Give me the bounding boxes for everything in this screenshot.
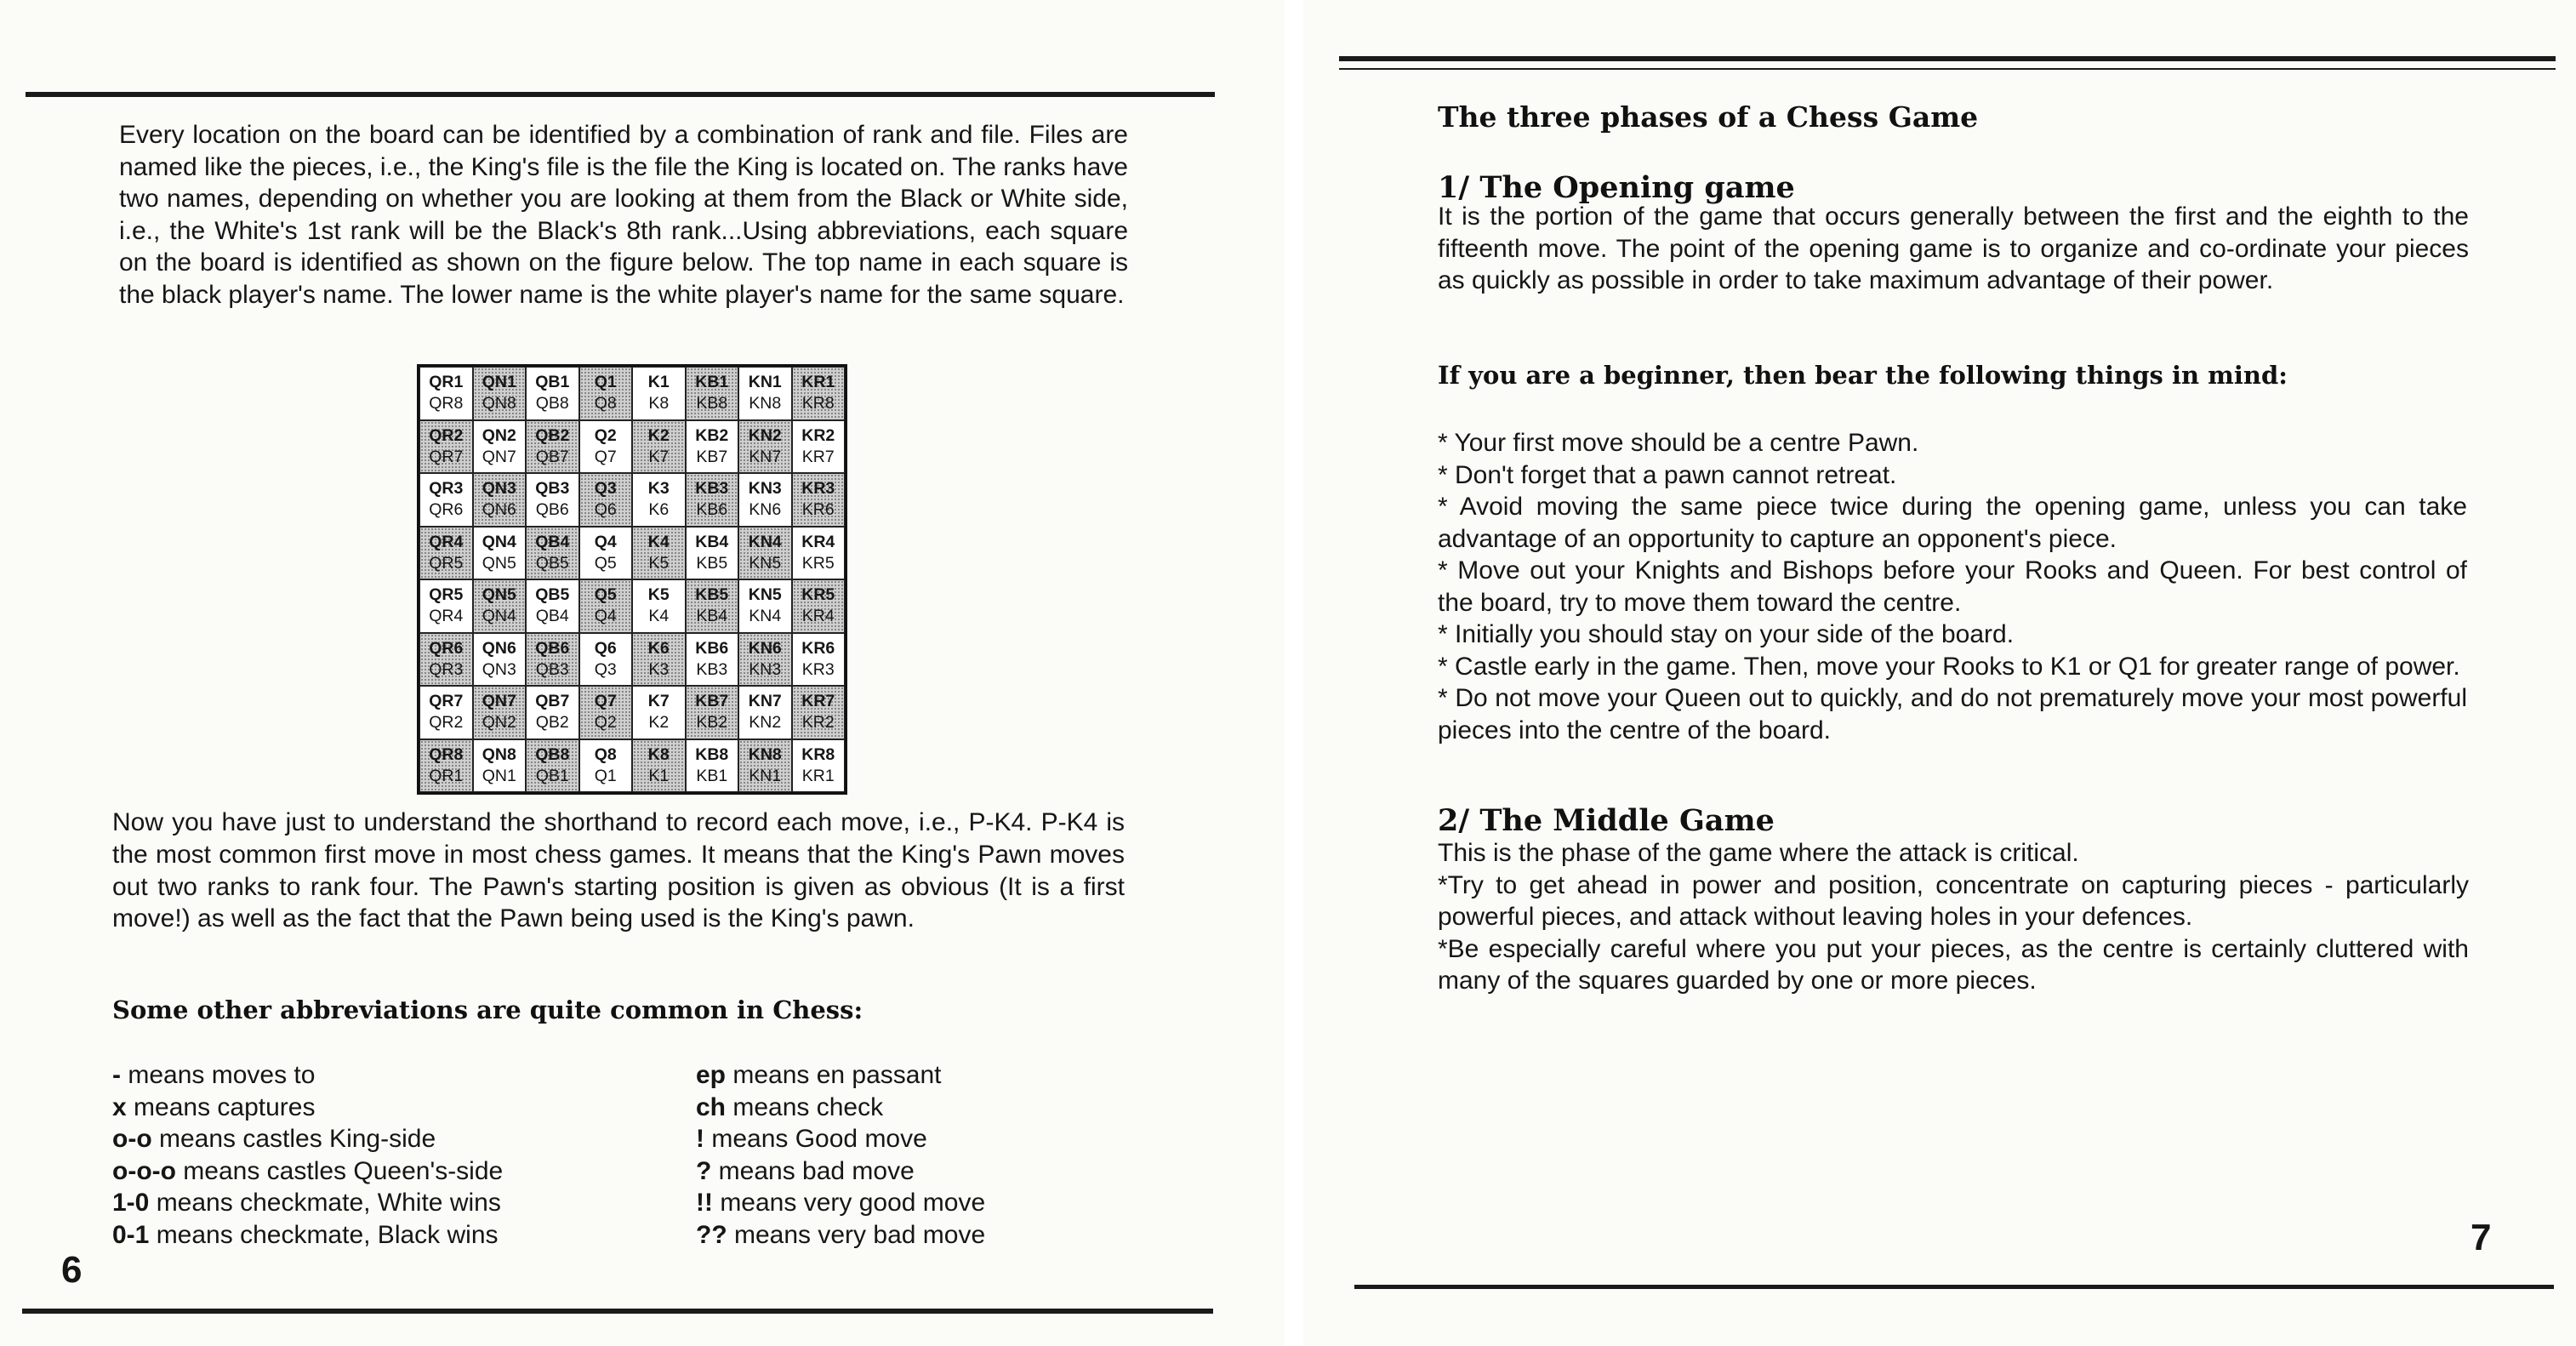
abbreviation-meaning: means captures bbox=[126, 1092, 316, 1121]
chapter-title: The three phases of a Chess Game bbox=[1438, 100, 1979, 134]
board-square bbox=[419, 739, 473, 793]
abbreviation-symbol: 1-0 bbox=[112, 1189, 150, 1217]
white-square-name: KB6 bbox=[696, 500, 728, 520]
white-square-name: KB5 bbox=[696, 553, 728, 573]
black-square-name: K2 bbox=[647, 425, 670, 445]
white-square-name: KN7 bbox=[749, 447, 782, 466]
black-square-name: K3 bbox=[647, 479, 670, 499]
abbreviation-meaning: means very bad move bbox=[727, 1220, 986, 1249]
black-square-name: Q3 bbox=[594, 479, 617, 499]
board-square bbox=[632, 739, 686, 793]
board-square bbox=[632, 633, 686, 687]
abbreviation-meaning: means Good move bbox=[704, 1125, 927, 1153]
white-square-name: KR8 bbox=[801, 394, 835, 413]
white-square-name: KB3 bbox=[696, 659, 728, 679]
black-square-name: K5 bbox=[647, 585, 670, 605]
middle-game-paragraph: *Try to get ahead in power and position, concentrate on capturing pieces - particularly powerful pieces, and attack without leaving holes in your defences. bbox=[1438, 870, 2469, 931]
top-rule bbox=[26, 92, 1215, 97]
board-square bbox=[738, 686, 792, 739]
abbreviation-meaning: means moves to bbox=[121, 1061, 316, 1089]
middle-game-heading: 2/ The Middle Game bbox=[1438, 803, 1775, 838]
white-square-name: KR5 bbox=[801, 553, 835, 573]
board-square bbox=[686, 739, 739, 793]
board-square bbox=[579, 739, 633, 793]
white-square-name: KN1 bbox=[749, 766, 782, 785]
white-square-name: KN8 bbox=[749, 394, 782, 413]
black-square-name: KN5 bbox=[748, 585, 782, 605]
tip-item: * Don't forget that a pawn cannot retreat. bbox=[1438, 460, 1897, 489]
abbreviation-symbol: ! bbox=[696, 1125, 704, 1153]
black-square-name: QN1 bbox=[482, 373, 516, 392]
white-square-name: Q5 bbox=[594, 553, 617, 573]
abbreviation-item bbox=[696, 1092, 985, 1124]
board-square bbox=[792, 739, 846, 793]
white-square-name: KB1 bbox=[696, 766, 728, 785]
abbreviation-symbol: !! bbox=[696, 1189, 713, 1217]
abbreviation-symbol: x bbox=[112, 1092, 127, 1121]
board-square bbox=[738, 633, 792, 687]
white-square-name: Q1 bbox=[594, 766, 617, 785]
black-square-name: K4 bbox=[647, 532, 670, 551]
opening-paragraph: It is the portion of the game that occurs generally between the first and the eighth to the fifteenth move. The point of the opening game is to organize and co-ordinate your pieces as quickly as possible in order to take maximum advantage of their power. bbox=[1438, 202, 2469, 294]
board-square bbox=[686, 367, 739, 420]
black-square-name: QR1 bbox=[429, 373, 464, 392]
white-square-name: QR3 bbox=[429, 659, 464, 679]
white-square-name: Q7 bbox=[594, 447, 617, 466]
white-square-name: K6 bbox=[648, 500, 670, 520]
intro-paragraph: Every location on the board can be identified by a combination of rank and file. Files are named like the pieces, i.e., the King's file is the file the King is located on. The ranks have two names, depending on whether you are looking at them from the Black or White side, i.e., the White's 1st rank will be the Black's 8th rank...Using abbreviations, each square on the board is identified as shown on the figure below. The top name in each square is the black player's name. The lower name is the white player's name for the same square. bbox=[119, 121, 1128, 309]
board-square bbox=[686, 686, 739, 739]
board-square bbox=[419, 367, 473, 420]
abbreviation-item bbox=[696, 1059, 985, 1092]
white-square-name: QN6 bbox=[482, 500, 516, 520]
abbreviation-meaning: means bad move bbox=[711, 1156, 915, 1185]
black-square-name: KB4 bbox=[695, 532, 729, 551]
board-square bbox=[632, 579, 686, 633]
white-square-name: KR3 bbox=[801, 659, 835, 679]
black-square-name: KB7 bbox=[695, 692, 729, 711]
board-square bbox=[792, 633, 846, 687]
abbreviation-item bbox=[112, 1219, 503, 1252]
white-square-name: KB2 bbox=[696, 713, 728, 733]
white-square-name: QB4 bbox=[535, 607, 569, 626]
white-square-name: QB3 bbox=[535, 659, 569, 679]
tip-item: * Do not move your Queen out to quickly, and do not prematurely move your most powerful pieces into the centre of the board. bbox=[1438, 684, 2467, 744]
board-square bbox=[632, 527, 686, 580]
board-square bbox=[473, 473, 527, 527]
abbreviation-symbol: ? bbox=[696, 1156, 712, 1185]
black-square-name: QN2 bbox=[482, 425, 516, 445]
tip-item: * Your first move should be a centre Pawn. bbox=[1438, 429, 1919, 457]
board-square bbox=[686, 420, 739, 474]
right-page bbox=[1303, 0, 2576, 1346]
white-square-name: QR2 bbox=[429, 713, 464, 733]
white-square-name: QN8 bbox=[482, 394, 516, 413]
black-square-name: QR5 bbox=[429, 585, 464, 605]
board-square bbox=[686, 527, 739, 580]
black-square-name: KB8 bbox=[695, 744, 729, 764]
black-square-name: QB6 bbox=[535, 638, 570, 658]
black-square-name: QB7 bbox=[535, 692, 570, 711]
page-number-left: 6 bbox=[61, 1249, 83, 1291]
white-square-name: QB5 bbox=[535, 553, 569, 573]
abbreviation-symbol: - bbox=[112, 1061, 121, 1089]
white-square-name: KN2 bbox=[749, 713, 782, 733]
white-square-name: K4 bbox=[648, 607, 670, 626]
black-square-name: KN1 bbox=[748, 373, 782, 392]
white-square-name: QN1 bbox=[482, 766, 516, 785]
board-square bbox=[579, 579, 633, 633]
black-square-name: KN4 bbox=[748, 532, 782, 551]
board-square bbox=[473, 420, 527, 474]
tip-item: * Move out your Knights and Bishops before your Rooks and Queen. For best control of the board, try to move them toward the centre. bbox=[1438, 556, 2467, 617]
board-square bbox=[419, 473, 473, 527]
black-square-name: KN2 bbox=[748, 425, 782, 445]
board-square bbox=[473, 686, 527, 739]
abbreviations-heading: Some other abbreviations are quite common in Chess: bbox=[112, 995, 863, 1024]
black-square-name: Q8 bbox=[594, 744, 617, 764]
board-square bbox=[526, 420, 579, 474]
board-square bbox=[738, 579, 792, 633]
board-square bbox=[526, 473, 579, 527]
board-square bbox=[473, 367, 527, 420]
white-square-name: Q2 bbox=[594, 713, 617, 733]
black-square-name: KN6 bbox=[748, 638, 782, 658]
abbreviation-meaning: means checkmate, Black wins bbox=[149, 1220, 499, 1249]
black-square-name: K6 bbox=[647, 638, 670, 658]
board-square bbox=[579, 367, 633, 420]
white-square-name: Q4 bbox=[594, 607, 617, 626]
white-square-name: KN4 bbox=[749, 607, 782, 626]
white-square-name: QN3 bbox=[482, 659, 516, 679]
board-square bbox=[792, 527, 846, 580]
board-square bbox=[419, 527, 473, 580]
board-square bbox=[473, 579, 527, 633]
board-square bbox=[792, 420, 846, 474]
board-square bbox=[526, 686, 579, 739]
black-square-name: KB3 bbox=[695, 479, 729, 499]
abbreviation-meaning: means check bbox=[726, 1092, 884, 1121]
black-square-name: QN6 bbox=[482, 638, 516, 658]
black-square-name: KR1 bbox=[801, 373, 835, 392]
abbreviation-meaning: means very good move bbox=[712, 1189, 986, 1217]
board-square bbox=[579, 633, 633, 687]
bottom-rule bbox=[1354, 1285, 2554, 1289]
black-square-name: QN8 bbox=[482, 744, 516, 764]
board-square bbox=[579, 420, 633, 474]
board-square bbox=[738, 527, 792, 580]
black-square-name: KR2 bbox=[801, 425, 835, 445]
page-number-right: 7 bbox=[2471, 1217, 2492, 1258]
white-square-name: KR7 bbox=[801, 447, 835, 466]
beginner-tips-list bbox=[1438, 427, 2467, 746]
board-square bbox=[792, 579, 846, 633]
board-square bbox=[419, 420, 473, 474]
top-rule-thin bbox=[1339, 68, 2556, 70]
abbreviation-item bbox=[112, 1155, 503, 1188]
black-square-name: QB3 bbox=[535, 479, 570, 499]
black-square-name: K8 bbox=[647, 744, 670, 764]
bottom-rule bbox=[22, 1309, 1213, 1314]
board-square bbox=[738, 473, 792, 527]
white-square-name: QB7 bbox=[535, 447, 569, 466]
black-square-name: QB4 bbox=[535, 532, 570, 551]
white-square-name: KB4 bbox=[696, 607, 728, 626]
white-square-name: KR2 bbox=[801, 713, 835, 733]
black-square-name: QB5 bbox=[535, 585, 570, 605]
board-square bbox=[473, 527, 527, 580]
white-square-name: KN5 bbox=[749, 553, 782, 573]
board-square bbox=[686, 473, 739, 527]
black-square-name: KR8 bbox=[801, 744, 835, 764]
opening-heading: 1/ The Opening game bbox=[1438, 170, 1795, 205]
middle-game-paragraph: *Be especially careful where you put your pieces, as the centre is certainly cluttered with many of the squares guarded by one or more pieces. bbox=[1438, 934, 2469, 995]
white-square-name: QR1 bbox=[429, 766, 464, 785]
board-square bbox=[526, 527, 579, 580]
chess-notation-board bbox=[417, 364, 847, 795]
middle-game-text bbox=[1438, 837, 2469, 997]
white-square-name: K5 bbox=[648, 553, 670, 573]
black-square-name: KN8 bbox=[748, 744, 782, 764]
black-square-name: QR7 bbox=[429, 692, 464, 711]
abbreviation-symbol: 0-1 bbox=[112, 1220, 150, 1249]
black-square-name: KR3 bbox=[801, 479, 835, 499]
white-square-name: QR6 bbox=[429, 500, 464, 520]
black-square-name: KB6 bbox=[695, 638, 729, 658]
white-square-name: Q8 bbox=[594, 394, 617, 413]
black-square-name: KB1 bbox=[695, 373, 729, 392]
black-square-name: KN7 bbox=[748, 692, 782, 711]
white-square-name: KN3 bbox=[749, 659, 782, 679]
white-square-name: QB6 bbox=[535, 500, 569, 520]
black-square-name: Q5 bbox=[594, 585, 617, 605]
white-square-name: Q3 bbox=[594, 659, 617, 679]
white-square-name: QN7 bbox=[482, 447, 516, 466]
black-square-name: K1 bbox=[647, 373, 670, 392]
board-square bbox=[473, 739, 527, 793]
white-square-name: QN4 bbox=[482, 607, 516, 626]
abbreviation-symbol: o-o bbox=[112, 1125, 152, 1153]
black-square-name: Q4 bbox=[594, 532, 617, 551]
board-square bbox=[632, 420, 686, 474]
white-square-name: QR5 bbox=[429, 553, 464, 573]
board-square bbox=[579, 686, 633, 739]
black-square-name: Q7 bbox=[594, 692, 617, 711]
board-square bbox=[419, 579, 473, 633]
abbreviation-item bbox=[112, 1092, 503, 1124]
black-square-name: QR3 bbox=[429, 479, 464, 499]
board-square bbox=[686, 633, 739, 687]
top-rule bbox=[1339, 56, 2556, 61]
middle-game-paragraph: This is the phase of the game where the attack is critical. bbox=[1438, 839, 2079, 867]
black-square-name: KB2 bbox=[695, 425, 729, 445]
abbreviation-symbol: ep bbox=[696, 1061, 727, 1089]
abbreviations-list-left bbox=[112, 1059, 503, 1251]
board-square bbox=[738, 420, 792, 474]
white-square-name: K1 bbox=[648, 766, 670, 785]
black-square-name: QB2 bbox=[535, 425, 570, 445]
white-square-name: QB1 bbox=[535, 766, 569, 785]
board-square bbox=[738, 367, 792, 420]
tip-item: * Castle early in the game. Then, move your Rooks to K1 or Q1 for greater range of power. bbox=[1438, 652, 2460, 681]
left-page bbox=[0, 0, 1285, 1346]
white-square-name: K8 bbox=[648, 394, 670, 413]
black-square-name: QN3 bbox=[482, 479, 516, 499]
board-square bbox=[579, 473, 633, 527]
black-square-name: QN5 bbox=[482, 585, 516, 605]
white-square-name: K2 bbox=[648, 713, 670, 733]
black-square-name: QB1 bbox=[535, 373, 570, 392]
abbreviation-meaning: means en passant bbox=[726, 1061, 942, 1089]
abbreviation-meaning: means castles King-side bbox=[151, 1125, 436, 1153]
board-square bbox=[738, 739, 792, 793]
board-square bbox=[792, 367, 846, 420]
abbreviations-list-right bbox=[696, 1059, 985, 1251]
abbreviation-meaning: means checkmate, White wins bbox=[149, 1189, 501, 1217]
black-square-name: QR6 bbox=[429, 638, 464, 658]
abbreviation-symbol: ch bbox=[696, 1092, 727, 1121]
white-square-name: K7 bbox=[648, 447, 670, 466]
black-square-name: KR7 bbox=[801, 692, 835, 711]
board-square bbox=[526, 739, 579, 793]
white-square-name: KR1 bbox=[801, 766, 835, 785]
black-square-name: QR4 bbox=[429, 532, 464, 551]
black-square-name: QN7 bbox=[482, 692, 516, 711]
white-square-name: KR6 bbox=[801, 500, 835, 520]
white-square-name: QR4 bbox=[429, 607, 464, 626]
white-square-name: KB8 bbox=[696, 394, 728, 413]
board-square bbox=[632, 367, 686, 420]
board-square bbox=[526, 633, 579, 687]
black-square-name: K7 bbox=[647, 692, 670, 711]
abbreviation-meaning: means castles Queen's-side bbox=[175, 1156, 504, 1185]
black-square-name: KR4 bbox=[801, 532, 835, 551]
white-square-name: Q6 bbox=[594, 500, 617, 520]
white-square-name: QN2 bbox=[482, 713, 516, 733]
board-square bbox=[792, 686, 846, 739]
board-square bbox=[419, 633, 473, 687]
board-square bbox=[686, 579, 739, 633]
shorthand-paragraph: Now you have just to understand the shorthand to record each move, i.e., P-K4. P-K4 is the most common first move in most chess games. It means that the King's Pawn moves out two ranks to rank four. The Pawn's starting position is given as obvious (It is a first move!) as well as the fact that the Pawn being used is the King's pawn. bbox=[112, 808, 1125, 933]
abbreviation-symbol: o-o-o bbox=[112, 1156, 176, 1185]
black-square-name: Q6 bbox=[594, 638, 617, 658]
board-square bbox=[473, 633, 527, 687]
black-square-name: Q1 bbox=[594, 373, 617, 392]
black-square-name: Q2 bbox=[594, 425, 617, 445]
black-square-name: QB8 bbox=[535, 744, 570, 764]
abbreviation-item bbox=[112, 1059, 503, 1092]
board-square bbox=[792, 473, 846, 527]
board-square bbox=[419, 686, 473, 739]
black-square-name: KR5 bbox=[801, 585, 835, 605]
board-square bbox=[632, 686, 686, 739]
white-square-name: QB8 bbox=[535, 394, 569, 413]
black-square-name: KN3 bbox=[748, 479, 782, 499]
tip-item: * Initially you should stay on your side of the board. bbox=[1438, 620, 2015, 648]
white-square-name: QR7 bbox=[429, 447, 464, 466]
black-square-name: QR2 bbox=[429, 425, 464, 445]
black-square-name: KB5 bbox=[695, 585, 729, 605]
abbreviation-item bbox=[696, 1187, 985, 1219]
abbreviation-item bbox=[696, 1123, 985, 1155]
black-square-name: QR8 bbox=[429, 744, 464, 764]
abbreviation-item bbox=[112, 1123, 503, 1155]
abbreviation-item bbox=[696, 1155, 985, 1188]
board-square bbox=[526, 579, 579, 633]
white-square-name: K3 bbox=[648, 659, 670, 679]
abbreviation-symbol: ?? bbox=[696, 1220, 727, 1249]
white-square-name: QR8 bbox=[429, 394, 464, 413]
board-square bbox=[632, 473, 686, 527]
abbreviation-item bbox=[696, 1219, 985, 1252]
beginner-heading: If you are a beginner, then bear the following things in mind: bbox=[1438, 361, 2288, 390]
tip-item: * Avoid moving the same piece twice during the opening game, unless you can take advantage of an opportunity to capture an opponent's piece. bbox=[1438, 493, 2467, 553]
black-square-name: KR6 bbox=[801, 638, 835, 658]
white-square-name: QN5 bbox=[482, 553, 516, 573]
abbreviation-item bbox=[112, 1187, 503, 1219]
black-square-name: QN4 bbox=[482, 532, 516, 551]
board-square bbox=[579, 527, 633, 580]
white-square-name: KR4 bbox=[801, 607, 835, 626]
board-square bbox=[526, 367, 579, 420]
white-square-name: KN6 bbox=[749, 500, 782, 520]
white-square-name: QB2 bbox=[535, 713, 569, 733]
white-square-name: KB7 bbox=[696, 447, 728, 466]
